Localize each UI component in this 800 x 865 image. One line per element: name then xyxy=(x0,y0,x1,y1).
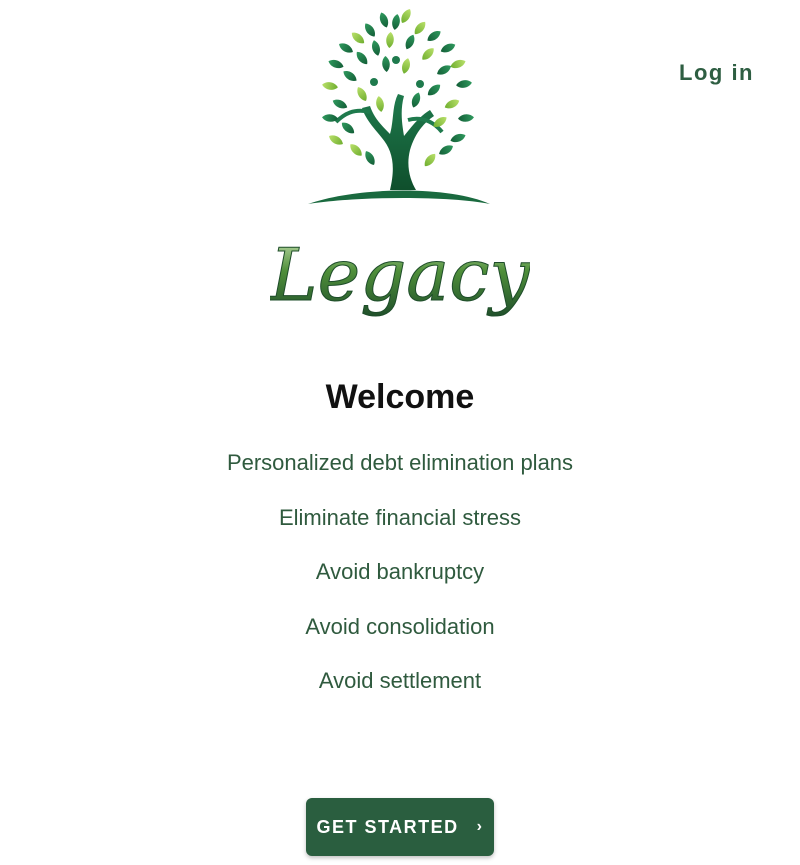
chevron-right-icon: › xyxy=(476,818,484,835)
feature-item: Personalized debt elimination plans xyxy=(226,450,574,475)
feature-list xyxy=(0,448,800,721)
legacy-logo xyxy=(270,0,530,340)
page-title: Welcome xyxy=(325,378,475,416)
get-started-button[interactable] xyxy=(306,798,494,856)
feature-item: Eliminate financial stress xyxy=(278,504,522,530)
tree-logo-icon xyxy=(270,0,530,340)
feature-item: Avoid bankruptcy xyxy=(315,559,485,584)
feature-item: Avoid consolidation xyxy=(305,613,495,639)
login-link[interactable]: Log in xyxy=(679,60,754,85)
svg-text:Legacy: Legacy xyxy=(270,233,530,317)
feature-item: Avoid settlement xyxy=(318,668,482,693)
get-started-label: GET STARTED xyxy=(316,816,459,837)
